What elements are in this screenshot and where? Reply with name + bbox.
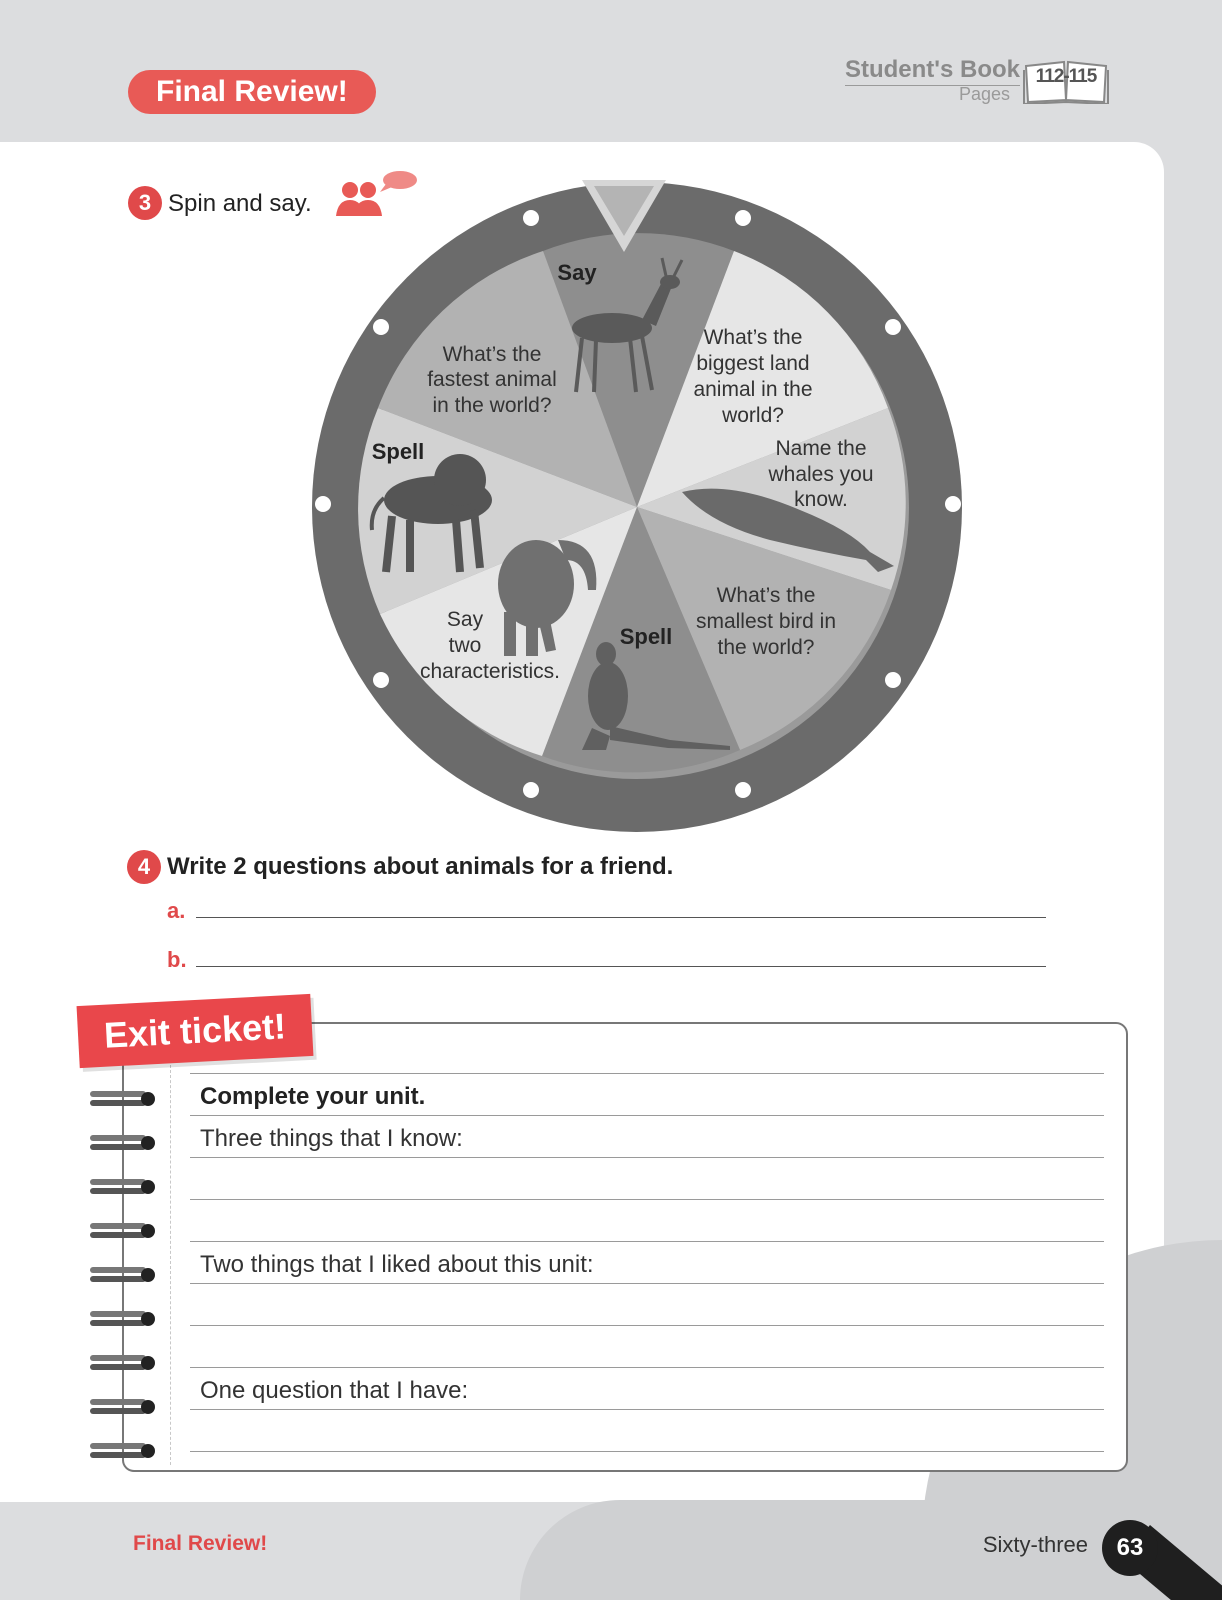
spinner-wheel[interactable] — [310, 180, 964, 834]
answer-label-a: a. — [167, 898, 186, 923]
segment-text-characteristics: Say two characteristics. — [419, 608, 561, 683]
spiral-ring-icon — [90, 1440, 158, 1462]
notebook-writing-line[interactable] — [190, 1410, 1104, 1452]
exercise-3-instruction: Spin and say. — [168, 190, 312, 217]
spiral-ring-icon — [90, 1176, 158, 1198]
answer-label-b: b. — [167, 947, 187, 972]
segment-text-biggest: What’s the biggest land animal in the world? — [693, 326, 813, 427]
notebook-writing-line[interactable] — [190, 1158, 1104, 1200]
segment-text-smallest-bird: What’s the smallest bird in the world? — [695, 584, 837, 659]
students-book-reference — [830, 56, 1110, 106]
prompt-one-question: One question that I have: — [200, 1377, 469, 1404]
prompt-two-things: Two things that I liked about this unit: — [200, 1251, 594, 1278]
spiral-ring-icon — [90, 1396, 158, 1418]
footer-section-title: Final Review! — [133, 1532, 268, 1555]
exit-ticket-banner: Exit ticket! — [77, 994, 314, 1068]
exit-ticket-heading: Complete your unit. — [200, 1083, 426, 1110]
spiral-ring-icon — [90, 1264, 158, 1286]
exercise-3-number: 3 — [128, 186, 162, 220]
segment-label-spell-bottom: Spell — [619, 624, 673, 649]
notebook-row-two-things — [190, 1242, 1104, 1284]
pages-range: 112-115 — [1035, 66, 1097, 87]
page-number-badge: 63 — [1102, 1520, 1158, 1576]
notebook-row-three-things — [190, 1116, 1104, 1158]
footer-page-words: Sixty-three — [982, 1532, 1088, 1557]
segment-text-fastest: What’s the fastest animal in the world? — [427, 343, 557, 417]
notebook-writing-line[interactable] — [190, 1326, 1104, 1368]
section-title-pill: Final Review! — [128, 70, 376, 114]
notebook-line — [190, 1032, 1104, 1074]
students-book-title: Student's Book — [845, 56, 1020, 86]
notebook-writing-line[interactable] — [190, 1284, 1104, 1326]
segment-text-whales: Name the whales you know. — [768, 437, 874, 511]
spiral-ring-icon — [90, 1132, 158, 1154]
segment-label-say: Say — [557, 260, 597, 285]
spiral-ring-icon — [90, 1308, 158, 1330]
segment-label-spell-left: Spell — [371, 439, 425, 464]
spiral-ring-icon — [90, 1220, 158, 1242]
pages-label: Pages — [958, 84, 1010, 104]
prompt-three-things: Three things that I know: — [200, 1125, 463, 1152]
notebook-margin-line — [170, 1065, 171, 1465]
spiral-ring-icon — [90, 1088, 158, 1110]
exercise-4-number: 4 — [127, 850, 161, 884]
answer-line-a[interactable] — [196, 917, 1046, 918]
notebook-row-heading — [190, 1074, 1104, 1116]
notebook-row-one-question — [190, 1368, 1104, 1410]
answer-line-b[interactable] — [196, 966, 1046, 967]
notebook-writing-line[interactable] — [190, 1200, 1104, 1242]
exercise-4-instruction: Write 2 questions about animals for a friend. — [167, 853, 674, 880]
spiral-ring-icon — [90, 1352, 158, 1374]
